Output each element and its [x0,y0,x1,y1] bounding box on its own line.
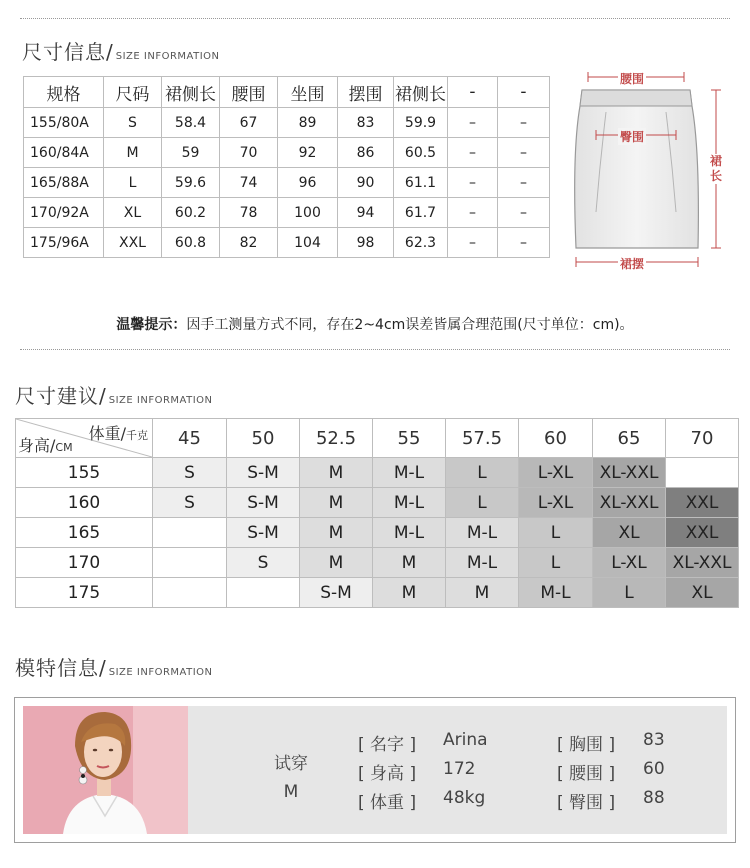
size-cell: XL [593,518,666,548]
tip-bold: 温馨提示： [116,317,187,333]
table-cell: 82 [220,228,278,258]
height-header: 170 [16,548,153,578]
table-row [16,548,739,578]
size-cell [153,518,227,548]
measurement-tip [0,314,750,334]
model-weight: 48kg [443,788,486,808]
model-height: 172 [443,759,476,779]
model-name: Arina [443,730,488,750]
table-cell: 155/80A [24,108,104,138]
table-cell: 59.9 [394,108,448,138]
table-cell: 58.4 [162,108,220,138]
size-cell: M-L [446,548,519,578]
table-cell: – [498,138,550,168]
table-cell: M [104,138,162,168]
table-cell: 92 [278,138,338,168]
header-cell: 腰围 [220,77,278,108]
skirt-diagram [560,62,740,272]
table-cell: L [104,168,162,198]
section-title-model-info [15,652,213,681]
table-cell: S [104,108,162,138]
size-cell: M [300,488,373,518]
size-cell: M [373,548,446,578]
table-cell: 83 [338,108,394,138]
weight-header: 65 [593,419,666,458]
divider-middle [20,349,730,350]
tryon-size: M [283,782,299,802]
table-cell: – [498,168,550,198]
table-cell: 170/92A [24,198,104,228]
table-cell: 78 [220,198,278,228]
section-title-size-advice [15,380,213,409]
tryon-label: 试穿 [274,754,308,774]
table-cell: 61.7 [394,198,448,228]
table-cell: – [498,228,550,258]
size-cell: XXL [666,488,739,518]
table-row [24,228,550,258]
table-cell: 165/88A [24,168,104,198]
size-cell: M [446,578,519,608]
corner-height-label: 身高/CM [18,436,73,455]
height-header: 165 [16,518,153,548]
size-cell: L-XL [519,488,593,518]
table-cell: – [448,108,498,138]
size-cell: XL-XXL [593,488,666,518]
table-cell: 94 [338,198,394,228]
table-cell: 60.2 [162,198,220,228]
size-cell: S [227,548,300,578]
table-cell: 74 [220,168,278,198]
table-cell: 60.5 [394,138,448,168]
model-portrait-icon [23,706,188,834]
weight-header: 57.5 [446,419,519,458]
model-height-label: [ 身高 ] [358,764,417,784]
size-table-header [24,77,550,108]
tip-text: 因手工测量方式不同，存在2~4cm误差皆属合理范围(尺寸单位：cm)。 [186,317,634,333]
header-cell: 坐围 [278,77,338,108]
size-cell: S-M [227,458,300,488]
table-cell: 104 [278,228,338,258]
length-label: 裙长 [709,154,722,183]
size-cell [666,458,739,488]
tryon-info [261,750,321,806]
size-cell: S [153,458,227,488]
size-cell: L [446,488,519,518]
weight-header-row [16,419,739,458]
table-cell: 62.3 [394,228,448,258]
size-cell: L-XL [593,548,666,578]
height-header: 175 [16,578,153,608]
header-cell: 裙侧长 [162,77,220,108]
model-waist-label: [ 腰围 ] [557,764,616,784]
table-row [16,518,739,548]
table-cell: 70 [220,138,278,168]
size-cell: L [593,578,666,608]
table-cell: XXL [104,228,162,258]
hip-label: 臀围 [620,130,645,144]
size-cell: M [300,548,373,578]
size-cell: L-XL [519,458,593,488]
table-cell: 60.8 [162,228,220,258]
table-cell: 61.1 [394,168,448,198]
size-cell: M [300,518,373,548]
model-hip: 88 [643,788,665,808]
model-bust-label: [ 胸围 ] [557,735,616,755]
height-header: 160 [16,488,153,518]
table-cell: – [498,198,550,228]
divider-top [20,18,730,19]
section-title-cn: 尺寸信息/ [22,40,114,64]
model-weight-label: [ 体重 ] [358,793,417,813]
size-cell: M-L [446,518,519,548]
size-cell [153,548,227,578]
size-cell: S-M [227,488,300,518]
corner-weight-label: 体重/千克 [88,424,148,443]
size-cell: M-L [373,488,446,518]
size-cell: XL-XXL [666,548,739,578]
header-cell: 尺码 [104,77,162,108]
table-row [16,578,739,608]
table-cell: – [448,138,498,168]
header-cell: - [448,77,498,108]
header-cell: - [498,77,550,108]
table-cell: – [448,198,498,228]
section-title-en: SIZE INFORMATION [108,395,213,406]
size-cell: S [153,488,227,518]
section-title-cn: 尺寸建议/ [15,384,107,408]
model-name-label: [ 名字 ] [358,735,417,755]
table-cell: 86 [338,138,394,168]
section-title-en: SIZE INFORMATION [108,667,213,678]
section-title-en: SIZE INFORMATION [115,51,220,62]
size-cell: L [519,548,593,578]
model-bust: 83 [643,730,665,750]
table-row [16,488,739,518]
size-cell: M-L [519,578,593,608]
size-cell: M [373,578,446,608]
model-hip-label: [ 臀围 ] [557,793,616,813]
weight-header: 70 [666,419,739,458]
size-cell: S-M [300,578,373,608]
size-cell: M-L [373,518,446,548]
height-header: 155 [16,458,153,488]
table-row [24,198,550,228]
weight-header: 52.5 [300,419,373,458]
weight-header: 50 [227,419,300,458]
table-row [16,458,739,488]
size-cell: L [446,458,519,488]
size-cell: M-L [373,458,446,488]
table-cell: – [498,108,550,138]
table-cell: 59 [162,138,220,168]
table-cell: 160/84A [24,138,104,168]
table-cell: 90 [338,168,394,198]
size-cell [153,578,227,608]
model-photo [23,706,188,834]
size-recommendation-table [15,418,739,608]
table-cell: – [448,168,498,198]
hem-label: 裙摆 [620,257,645,271]
size-table [23,76,550,258]
table-cell: – [448,228,498,258]
header-cell: 规格 [24,77,104,108]
table-cell: 89 [278,108,338,138]
size-cell: XL-XXL [593,458,666,488]
section-title-size-info [22,36,220,65]
model-info-box [14,697,736,843]
table-row [24,108,550,138]
size-cell: S-M [227,518,300,548]
table-row [24,168,550,198]
table-cell: 175/96A [24,228,104,258]
table-cell: 59.6 [162,168,220,198]
waist-label: 腰围 [620,72,645,86]
section-title-cn: 模特信息/ [15,656,107,680]
table-cell: 67 [220,108,278,138]
size-cell: XL [666,578,739,608]
model-info-panel [23,706,727,834]
table-row [24,138,550,168]
weight-header: 60 [519,419,593,458]
size-cell: XXL [666,518,739,548]
weight-header: 55 [373,419,446,458]
model-waist: 60 [643,759,665,779]
corner-cell [16,419,153,458]
table-cell: 98 [338,228,394,258]
header-cell: 摆围 [338,77,394,108]
size-cell [227,578,300,608]
table-cell: 100 [278,198,338,228]
weight-header: 45 [153,419,227,458]
size-cell: L [519,518,593,548]
table-cell: XL [104,198,162,228]
header-cell: 裙侧长 [394,77,448,108]
size-cell: M [300,458,373,488]
table-cell: 96 [278,168,338,198]
